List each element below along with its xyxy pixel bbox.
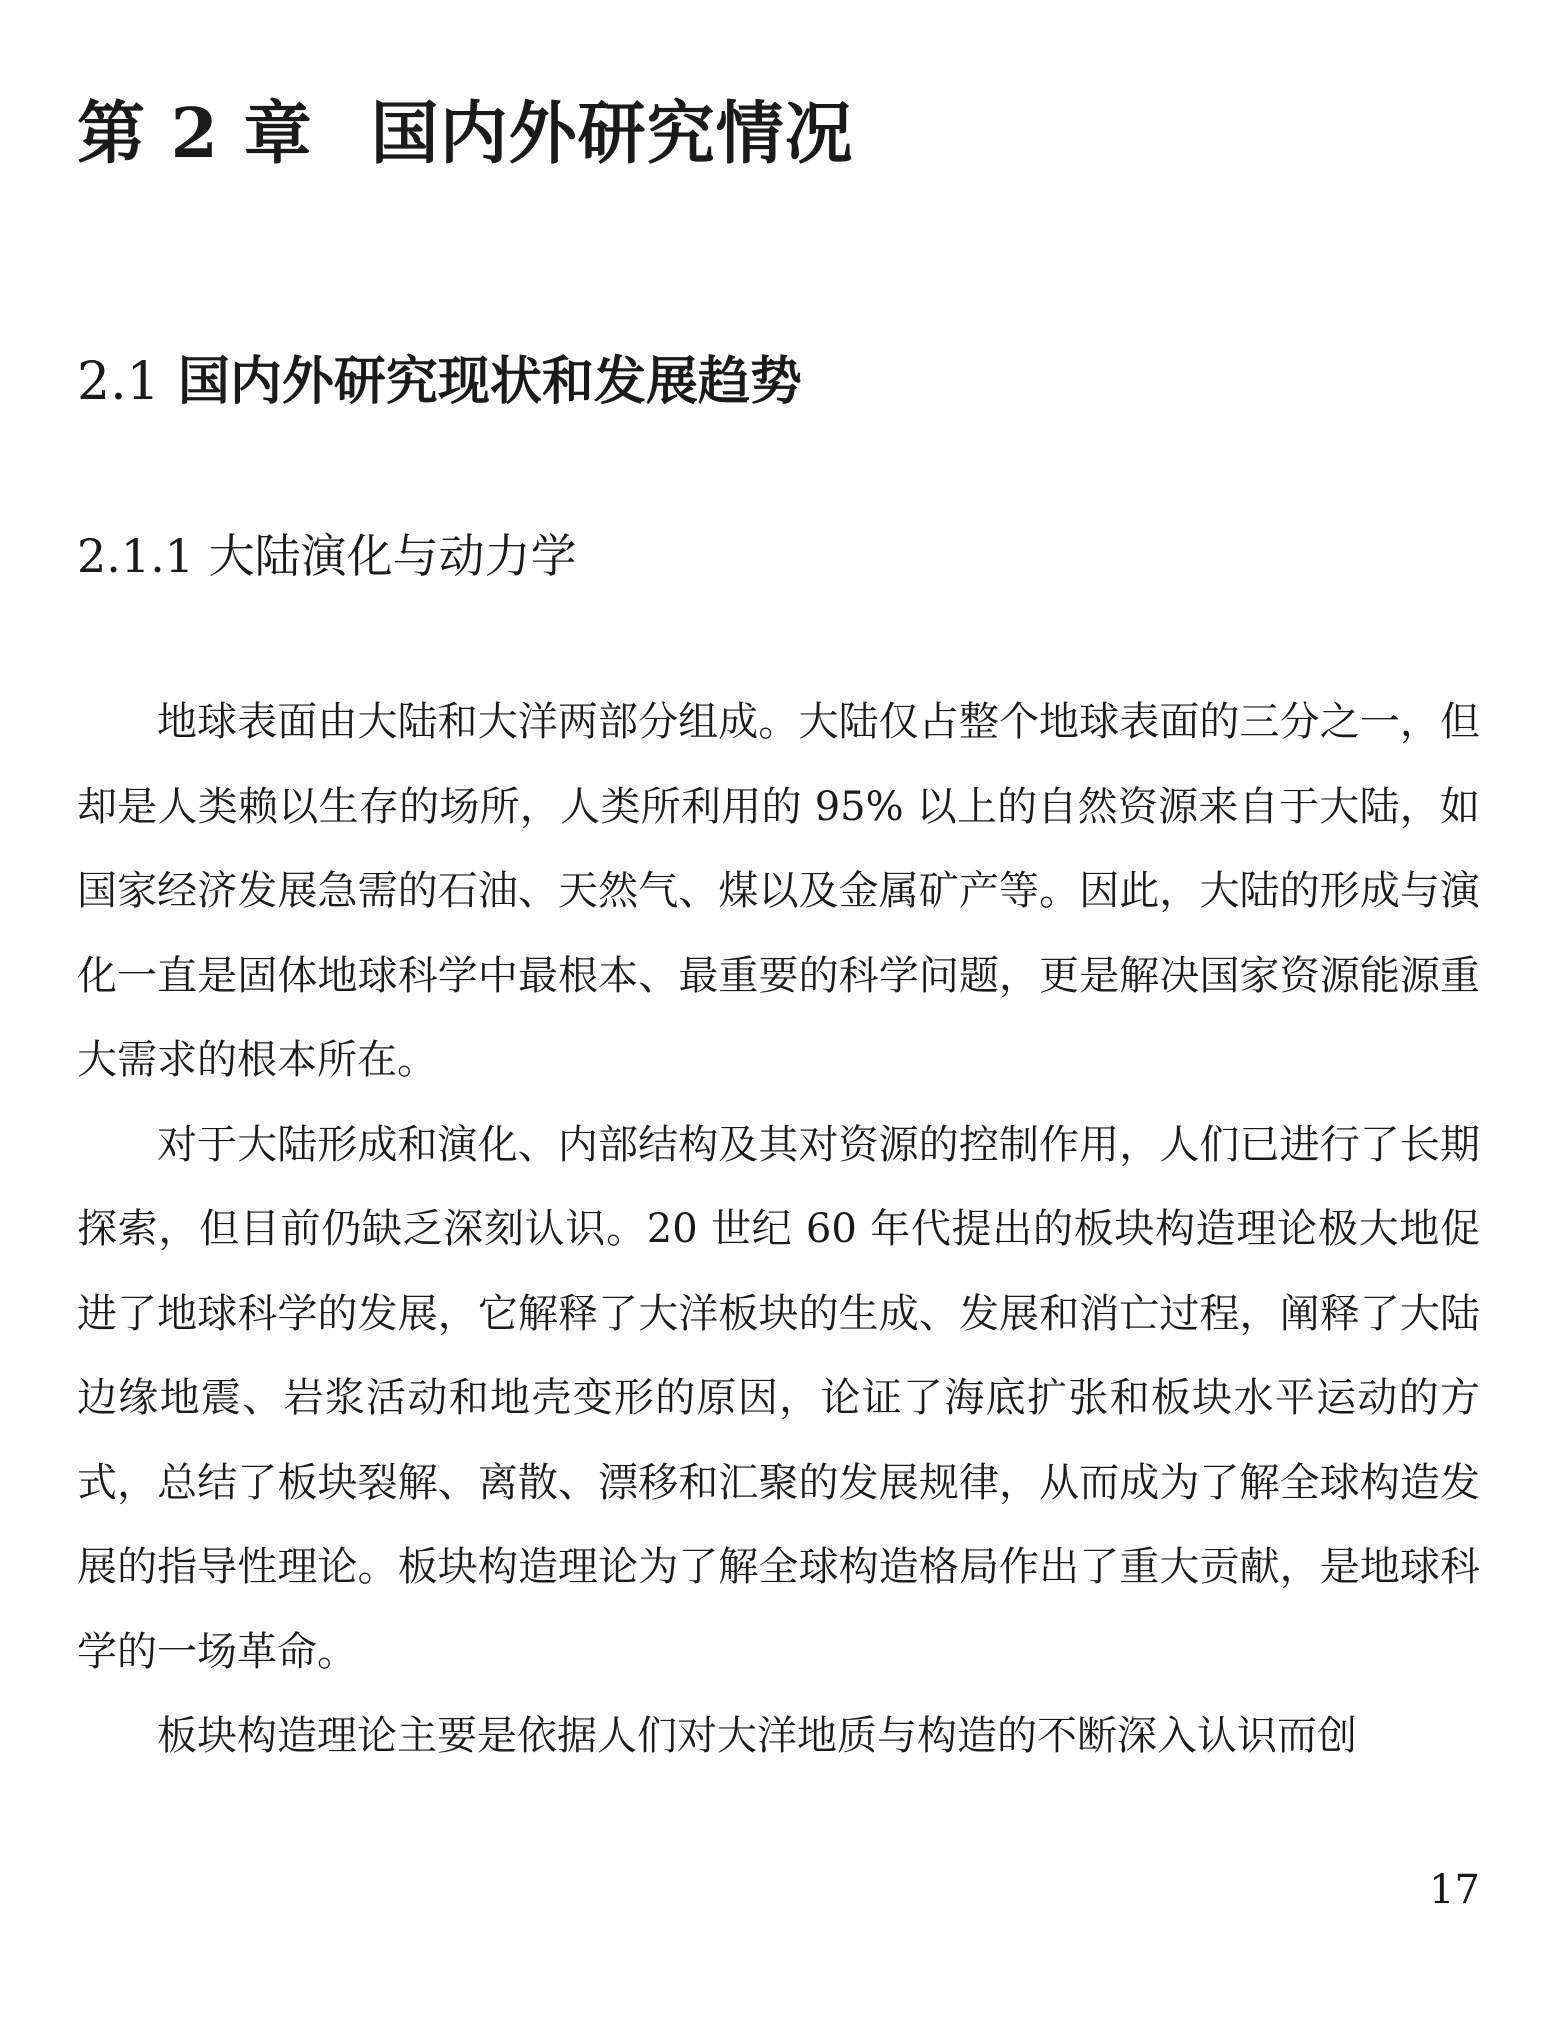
section-number: 2.1: [77, 352, 160, 412]
paragraph: 对于大陆形成和演化、内部结构及其对资源的控制作用，人们已进行了长期探索，但目前仍缺乏深刻认识。20 世纪 60 年代提出的板块构造理论极大地促进了地球科学的发展，它解释了大洋板块的生成、发展和消亡过程，阐释了大陆边缘地震、岩浆活动和地壳变形的原因，论证了海底扩张和板块水平运动的方式，总结了板块裂解、离散、漂移和汇聚的发展规律，从而成为了解全球构造发展的指导性理论。板块构造理论为了解全球构造格局作出了重大贡献，是地球科学的一场革命。: [77, 1121, 1480, 1675]
subsection-number: 2.1.1: [77, 529, 195, 583]
page-number: 17: [1429, 1867, 1480, 1913]
subsection-title: [77, 529, 577, 583]
chapter-title-text: 国内外研究情况: [370, 94, 854, 174]
section-title: [77, 351, 802, 412]
chapter-title: [77, 94, 854, 174]
body-text: [77, 680, 1480, 1779]
subsection-title-text: 大陆演化与动力学: [208, 529, 577, 583]
document-page: [77, 0, 1480, 2033]
chapter-number: 第 2 章: [77, 94, 313, 174]
paragraph: 板块构造理论主要是依据人们对大洋地质与构造的不断深入认识而创: [157, 1713, 1357, 1759]
paragraph: 地球表面由大陆和大洋两部分组成。大陆仅占整个地球表面的三分之一，但却是人类赖以生存的场所，人类所利用的 95% 以上的自然资源来自于大陆，如国家经济发展急需的石油、天然气、煤以及金属矿产等。因此，大陆的形成与演化一直是固体地球科学中最根本、最重要的科学问题，更是解决国家资源能源重大需求的根本所在。: [77, 699, 1480, 1083]
section-title-text: 国内外研究现状和发展趋势: [177, 351, 802, 412]
